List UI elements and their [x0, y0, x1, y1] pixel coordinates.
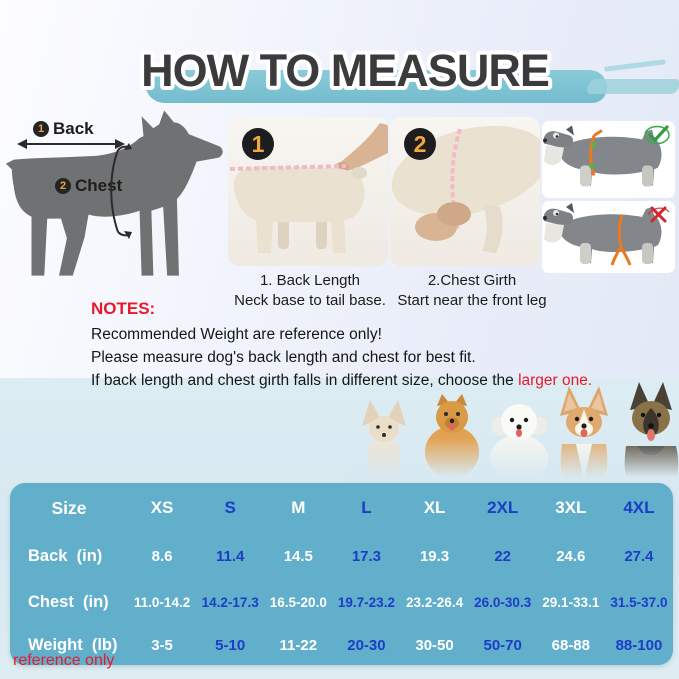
back-length-cell: 14.5: [283, 547, 313, 565]
back-measure-label: [33, 119, 94, 139]
chest-girth-tape-icon: [102, 142, 132, 242]
size-column-header: 4XL: [623, 498, 655, 517]
size-column-header: XS: [150, 498, 174, 517]
row-label-chest: Chest (in): [28, 592, 109, 611]
chest-girth-cell: 29.1-33.1: [542, 594, 600, 610]
size-chart-grid: [10, 483, 673, 665]
photo-chest-girth: [390, 117, 540, 266]
weight-cell: 5-10: [215, 636, 246, 654]
back-length-cell: 27.4: [624, 547, 654, 565]
weight-cell: 88-100: [615, 636, 663, 654]
chest-girth-cell: 26.0-30.3: [474, 594, 532, 610]
notes-line-1: Recommended Weight are reference only!: [91, 326, 382, 343]
badge-1-icon: 1: [33, 121, 49, 137]
chest-girth-cell: 11.0-14.2: [133, 594, 191, 610]
back-length-cell: 8.6: [151, 547, 173, 565]
page-title: [115, 33, 575, 103]
photo-2-badge: 2: [413, 131, 427, 157]
chest-girth-cell: 19.7-23.2: [337, 594, 395, 610]
chest-girth-cell: 31.5-37.0: [610, 594, 668, 610]
chest-girth-cell: 16.5-20.0: [269, 594, 327, 610]
back-length-cell: 22: [494, 547, 512, 565]
size-chart-table: [10, 483, 673, 665]
notes-line-3: If back length and chest girth falls in different size, choose the larger one.: [91, 372, 593, 389]
weight-cell: 68-88: [551, 636, 590, 654]
dogs-fade-overlay: [345, 438, 679, 484]
row-label-size: Size: [51, 497, 87, 518]
page-title-text: HOW TO MEASURE: [141, 45, 549, 96]
back-length-cell: 17.3: [351, 547, 382, 565]
photo-1-badge: 1: [251, 131, 265, 157]
back-length-cell: 24.6: [556, 547, 586, 565]
mannequin-back-measure-illustration: [228, 117, 388, 266]
chest-label-text: Chest: [75, 176, 123, 195]
notes-section: [91, 297, 592, 392]
chest-girth-cell: 23.2-26.4: [406, 594, 464, 610]
weight-cell: 3-5: [151, 636, 173, 654]
chest-girth-cell: 14.2-17.3: [201, 594, 259, 610]
cross-icon: [646, 204, 671, 225]
notes-line-2: Please measure dog's back length and chest for best fit.: [91, 349, 476, 366]
size-column-header: XL: [423, 498, 446, 517]
notes-highlight: larger one.: [518, 372, 593, 389]
badge-2-icon: 2: [55, 178, 71, 194]
notes-heading: NOTES:: [91, 299, 156, 318]
caption-chest-girth-sub: Start near the front leg: [397, 292, 547, 309]
check-icon: [644, 124, 671, 145]
caption-back-length-sub: Neck base to tail base.: [234, 292, 386, 309]
back-length-cell: 19.3: [419, 547, 450, 565]
back-length-cell: 11.4: [216, 547, 245, 565]
table-footnote: reference only: [13, 652, 115, 669]
mannequin-chest-measure-illustration: [390, 117, 540, 266]
example-correct-card: [542, 121, 675, 198]
row-label-back: Back (in): [28, 546, 103, 565]
back-label-text: Back: [53, 119, 94, 138]
caption-back-length-title: 1. Back Length: [259, 272, 361, 289]
example-wrong-card: [542, 201, 675, 273]
size-column-header: L: [361, 498, 372, 517]
brush-stroke-tail: [586, 79, 679, 94]
size-column-header: 2XL: [487, 498, 519, 517]
size-column-header: 3XL: [555, 498, 587, 517]
size-column-header: M: [291, 498, 306, 517]
weight-cell: 20-30: [347, 636, 386, 654]
size-column-header: S: [224, 498, 236, 517]
weight-cell: 11-22: [279, 636, 318, 654]
caption-chest-girth-title: 2.Chest Girth: [427, 272, 517, 289]
photo-back-length: [228, 117, 388, 266]
weight-cell: 30-50: [415, 636, 454, 654]
weight-cell: 50-70: [483, 636, 522, 654]
row-label-weight: Weight (lb): [28, 635, 118, 654]
